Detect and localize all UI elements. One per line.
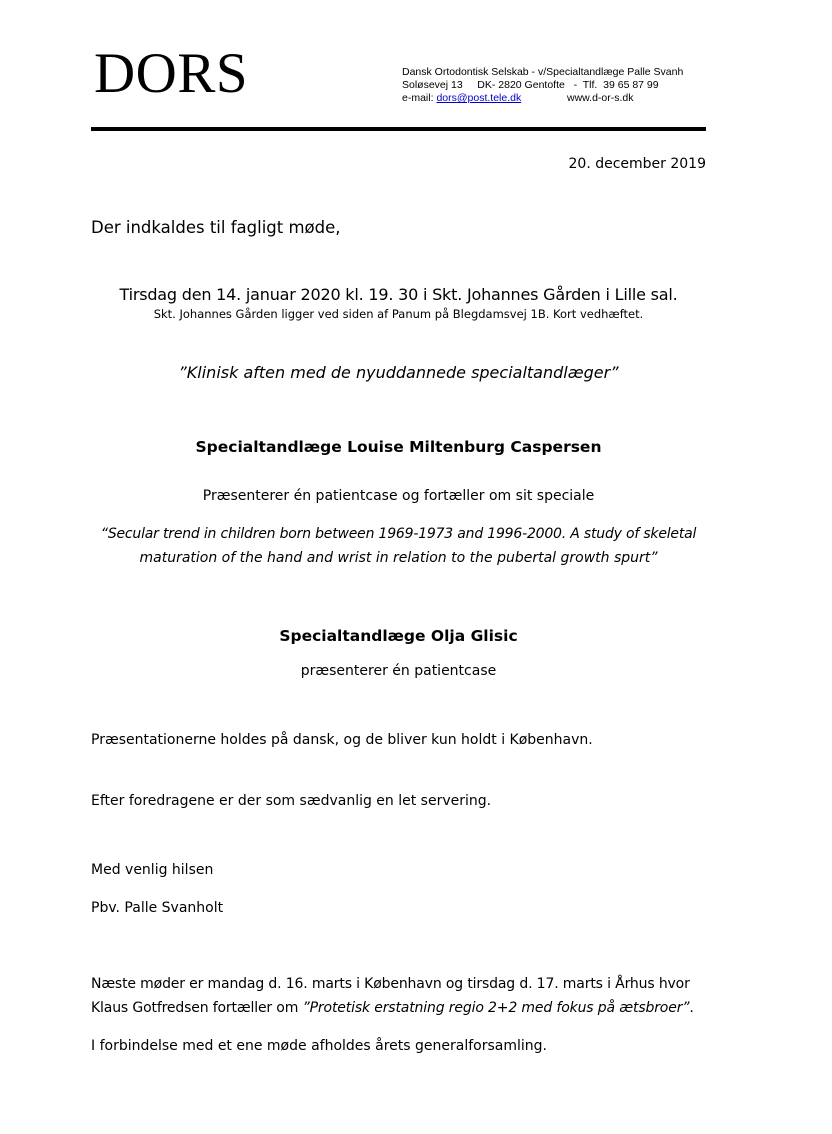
letter-date: 20. december 2019 [568, 156, 706, 172]
speaker1-title-line2: maturation of the hand and wrist in relation to the pubertal growth spurt” [139, 550, 658, 566]
meeting-theme: ”Klinisk aften med de nyuddannede specialtandlæger” [178, 363, 619, 382]
next-meetings-title: ”Protetisk erstatning regio 2+2 med fokus på ætsbroer” [302, 1000, 690, 1016]
next-meetings-suffix: . [689, 1000, 694, 1016]
speaker2-desc: præsenterer én patientcase [300, 663, 497, 679]
speaker1-name: Specialtandlæge Louise Miltenburg Caspersen [195, 438, 602, 456]
letterhead-org: Dansk Ortodontisk Selskab - v/Specialtandlæge Palle Svanh [402, 66, 684, 78]
header-rule [91, 127, 706, 131]
speaker1-desc: Præsenterer én patientcase og fortæller om sit speciale [202, 488, 595, 504]
greeting: Med venlig hilsen [91, 862, 214, 878]
speaker2-name: Specialtandlæge Olja Glisic [279, 627, 518, 645]
serving-note: Efter foredragene er der som sædvanlig en let servering. [91, 793, 492, 809]
email-label: e-mail: [402, 92, 437, 104]
language-note: Præsentationerne holdes på dansk, og de bliver kun holdt i København. [91, 732, 593, 748]
letterhead-contact [402, 92, 521, 105]
next-meetings-line1: Næste møder er mandag d. 16. marts i København og tirsdag d. 17. marts i Århus hvor [91, 976, 690, 992]
general-assembly-note: I forbindelse med et ene møde afholdes årets generalforsamling. [91, 1038, 547, 1054]
next-meetings-prefix: Klaus Gotfredsen fortæller om [91, 1000, 303, 1016]
email-link[interactable]: dors@post.tele.dk [436, 92, 522, 104]
signature: Pbv. Palle Svanholt [91, 900, 224, 916]
speaker1-title-line1: “Secular trend in children born between 1969-1973 and 1996-2000. A study of skeletal [100, 526, 697, 542]
logo: DORS [94, 42, 249, 105]
meeting-time-place: Tirsdag den 14. januar 2020 kl. 19. 30 i Skt. Johannes Gården i Lille sal. [119, 285, 678, 304]
intro-text: Der indkaldes til fagligt møde, [91, 218, 341, 237]
location-note: Skt. Johannes Gården ligger ved siden af Panum på Blegdamsvej 1B. Kort vedhæftet. [153, 307, 644, 321]
website-text: www.d-or-s.dk [567, 92, 634, 104]
next-meetings-line2 [91, 999, 694, 1017]
letterhead-address: Soløsevej 13 DK- 2820 Gentofte - Tlf. 39 65 87 99 [402, 79, 659, 91]
